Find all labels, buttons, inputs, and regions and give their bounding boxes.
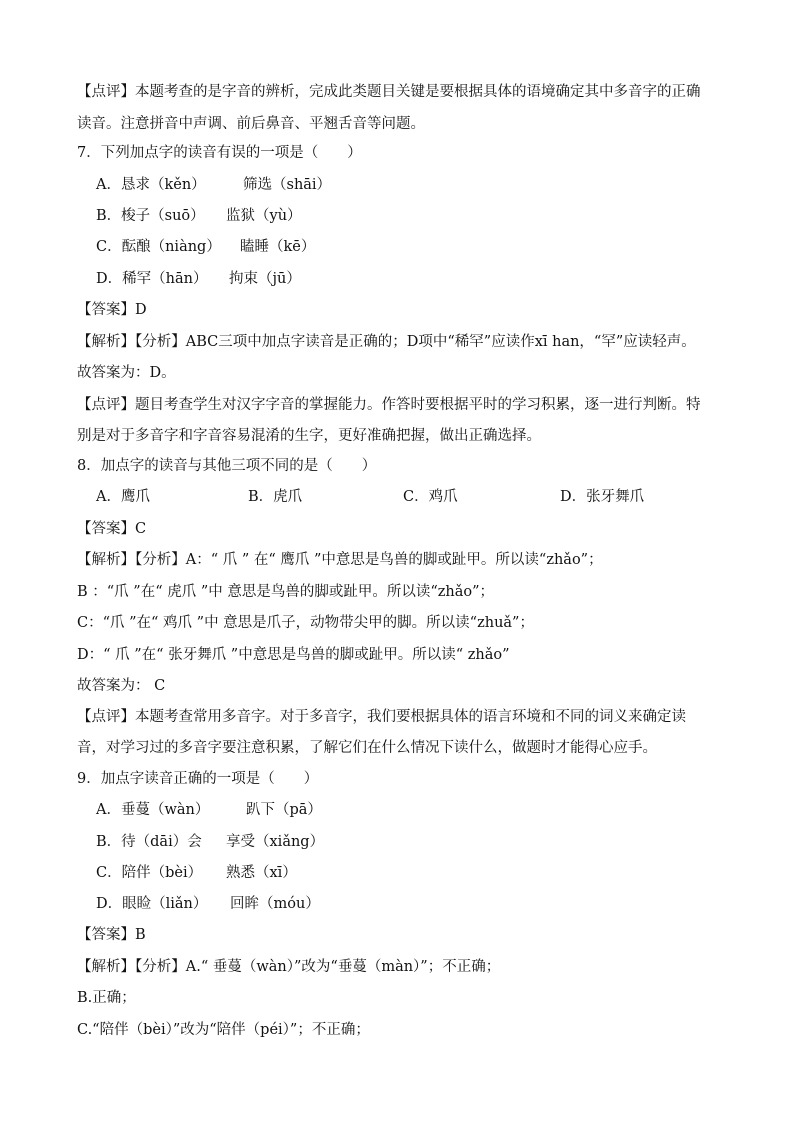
- q8-option-d: D．张牙舞爪: [560, 489, 645, 505]
- q9-option-c-word-1: C．陪伴（bèi）: [96, 865, 203, 881]
- q7-option-a-word-2: 筛选（shāi）: [243, 177, 332, 193]
- q9-analysis-a: 【解析】【分析】A.“ 垂蔓（wàn）”改为“垂蔓（màn）”；不正确；: [77, 959, 501, 975]
- q6-comment-line-2: 读音。注意拼音中声调、前后鼻音、平翘舌音等问题。: [77, 116, 425, 132]
- q7-option-a-word-1: A．恳求（kěn）: [96, 177, 206, 193]
- q7-analysis: 【解析】【分析】ABC三项中加点字读音是正确的；D项中“稀罕”应读作xī han，“罕”应读轻声。: [77, 334, 696, 350]
- q7-option-c-word-1: C．酝酿（niàng）: [96, 239, 221, 255]
- q9-option-b-word-1: B．待（dāi）会: [96, 834, 202, 850]
- q7-stem: 7．下列加点字的读音有误的一项是（ ）: [77, 145, 362, 161]
- q7-comment-line-2: 别是对于多音字和字音容易混淆的生字，更好准确把握，做出正确选择。: [77, 428, 541, 444]
- q9-answer: 【答案】B: [77, 927, 146, 943]
- q8-comment-line-1: 【点评】本题考查常用多音字。对于多音字，我们要根据具体的语言环境和不同的词义来确定读: [77, 709, 686, 725]
- q8-answer: 【答案】C: [77, 521, 147, 537]
- q9-stem: 9．加点字读音正确的一项是（ ）: [77, 771, 319, 787]
- q8-analysis-b: B ：“爪 ”在“ 虎爪 ”中 意思是鸟兽的脚或趾甲。所以读“zhǎo”；: [77, 584, 495, 600]
- q8-conclusion: 故答案为： C: [77, 678, 166, 694]
- q8-comment-line-2: 音，对学习过的多音字要注意积累，了解它们在什么情况下读什么，做题时才能得心应手。: [77, 740, 657, 756]
- q9-analysis-c: C.“陪伴（bèi）”改为“陪伴（péi）”；不正确；: [77, 1022, 370, 1038]
- q7-option-c-word-2: 瞌睡（kē）: [240, 239, 316, 255]
- q9-option-c-word-2: 熟悉（xī）: [226, 865, 297, 881]
- q8-analysis-c: C：“爪 ”在“ 鸡爪 ”中 意思是爪子，动物带尖甲的脚。所以读“zhuǎ”；: [77, 615, 534, 631]
- q9-option-d-word-1: D．眼睑（liǎn）: [96, 896, 208, 912]
- q9-option-d-word-2: 回眸（móu）: [230, 896, 320, 912]
- q9-option-a-word-1: A．垂蔓（wàn）: [96, 802, 210, 818]
- q7-option-d-word-2: 拘束（jū）: [229, 271, 301, 287]
- q9-analysis-b: B.正确；: [77, 990, 136, 1006]
- q8-analysis-a: 【解析】【分析】A：“ 爪 ” 在“ 鹰爪 ”中意思是鸟兽的脚或趾甲。所以读“zhǎo”；: [77, 552, 603, 568]
- q8-stem: 8．加点字的读音与其他三项不同的是（ ）: [77, 458, 377, 474]
- q9-option-a-word-2: 趴下（pā）: [246, 802, 322, 818]
- q7-option-b-word-1: B．梭子（suō）: [96, 208, 205, 224]
- q7-comment-line-1: 【点评】题目考查学生对汉字字音的掌握能力。作答时要根据平时的学习积累，逐一进行判断。特: [77, 397, 701, 413]
- q8-option-a: A．鹰爪: [96, 489, 150, 505]
- q7-answer: 【答案】D: [77, 302, 147, 318]
- q8-analysis-d: D：“ 爪 ”在“ 张牙舞爪 ”中意思是鸟兽的脚或趾甲。所以读“ zhǎo”: [77, 647, 510, 663]
- q9-option-b-word-2: 享受（xiǎng）: [226, 834, 325, 850]
- q8-option-b: B．虎爪: [248, 489, 303, 505]
- q7-option-b-word-2: 监狱（yù）: [226, 208, 302, 224]
- q7-conclusion: 故答案为：D。: [77, 365, 176, 381]
- q8-option-c: C．鸡爪: [403, 489, 458, 505]
- q6-comment-line-1: 【点评】本题考查的是字音的辨析，完成此类题目关键是要根据具体的语境确定其中多音字的正确: [77, 84, 701, 100]
- q7-option-d-word-1: D．稀罕（hān）: [96, 271, 208, 287]
